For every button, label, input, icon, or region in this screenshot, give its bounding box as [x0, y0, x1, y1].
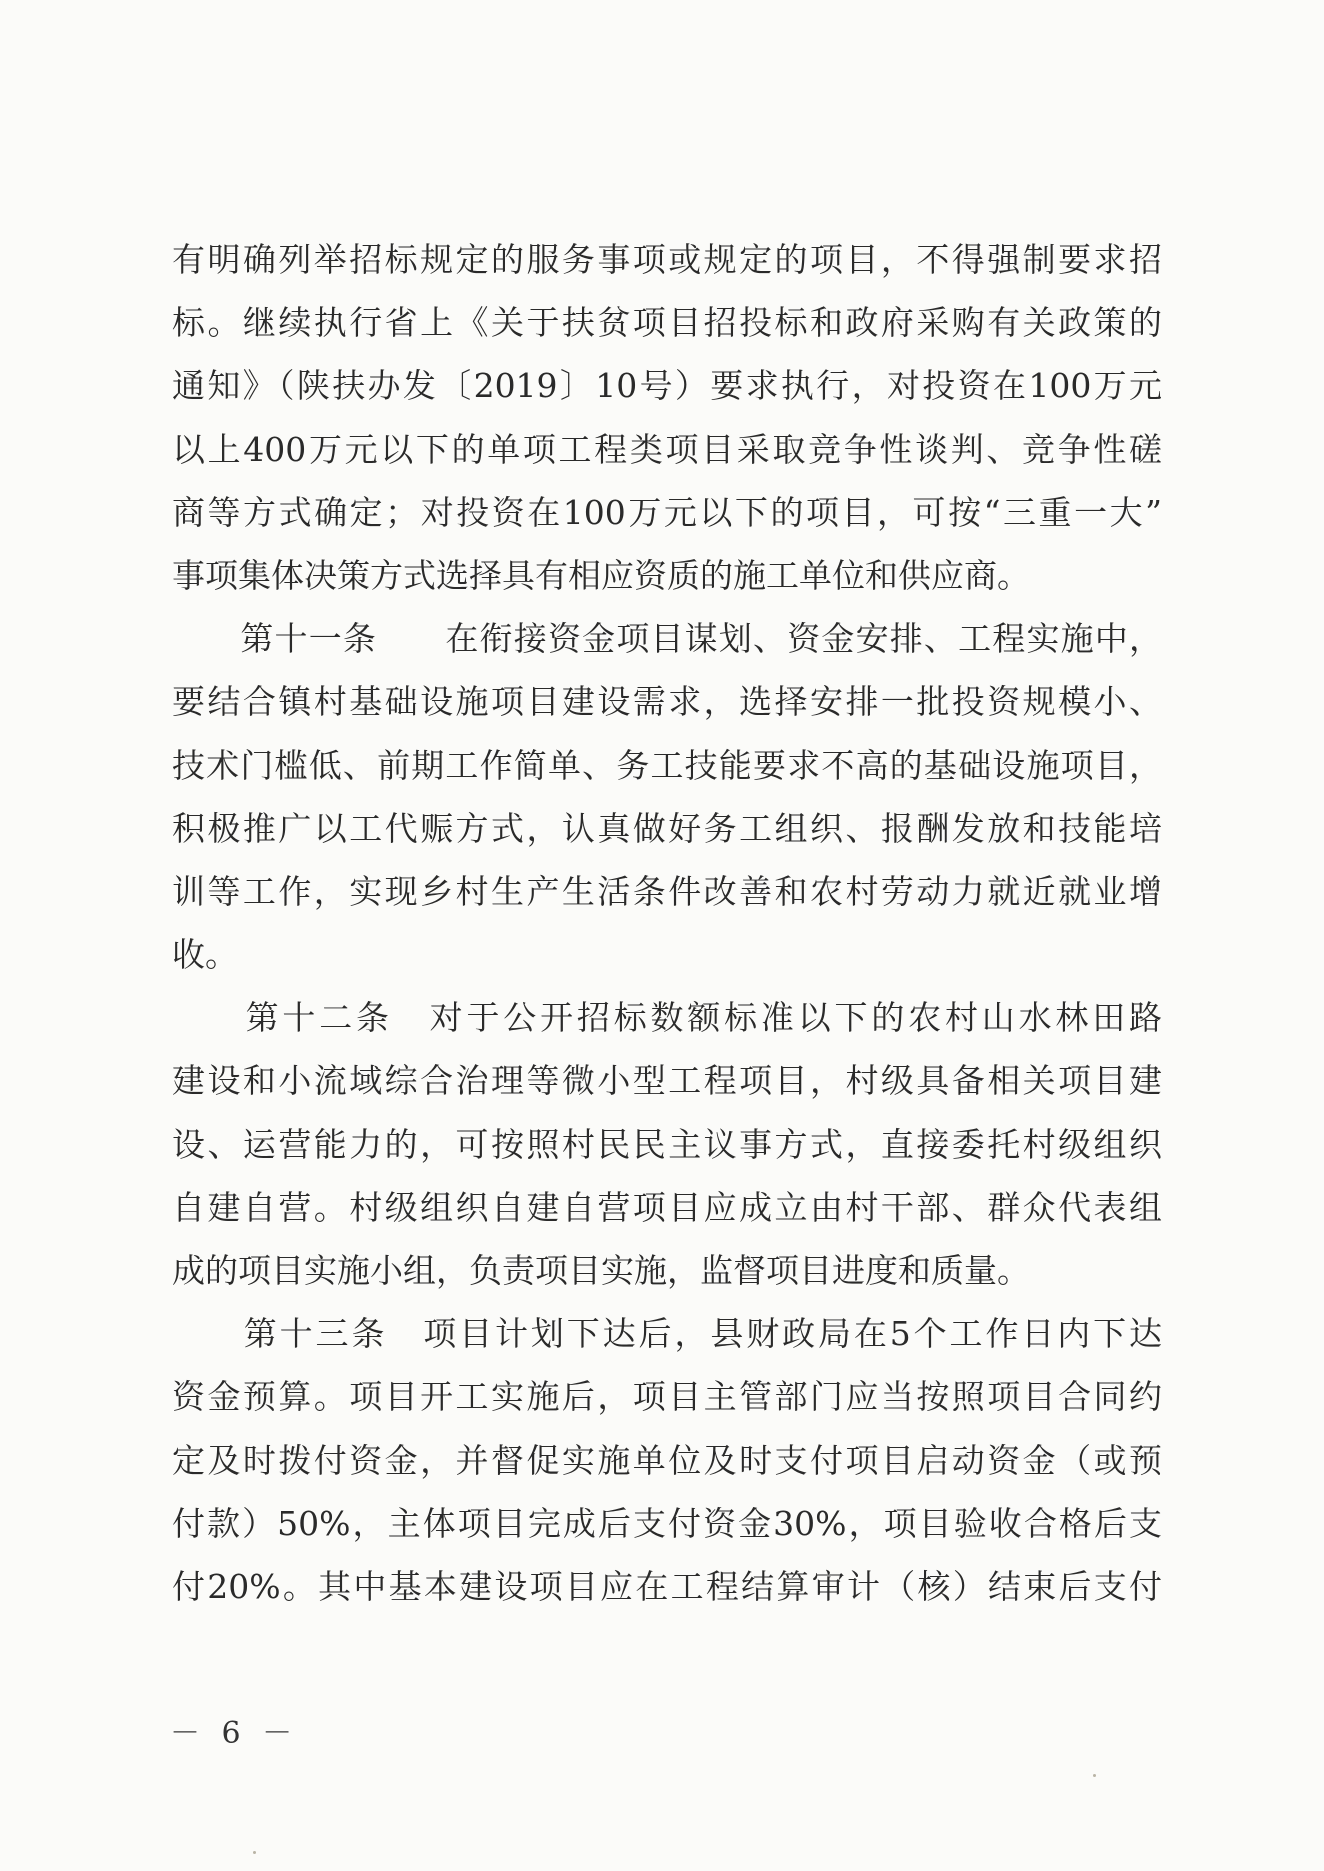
text-line: 自建自营。村级组织自建自营项目应成立由村干部、群众代表组: [172, 1187, 1162, 1227]
text-line: 以上400万元以下的单项工程类项目采取竞争性谈判、竞争性磋: [172, 429, 1162, 469]
text-line: 设、运营能力的，可按照村民民主议事方式，直接委托村级组织: [172, 1124, 1162, 1164]
text-line: 第十二条 对于公开招标数额标准以下的农村山水林田路: [172, 998, 1162, 1038]
scan-speck: [1093, 1774, 1096, 1777]
text-line: 资金预算。项目开工实施后，项目主管部门应当按照项目合同约: [172, 1377, 1162, 1417]
text-line: 付20%。其中基本建设项目应在工程结算审计（核）结束后支付: [172, 1566, 1162, 1606]
text-line: 有明确列举招标规定的服务事项或规定的项目，不得强制要求招: [172, 240, 1162, 279]
scan-speck: [253, 1851, 256, 1854]
text-line: 标。继续执行省上《关于扶贫项目招投标和政府采购有关政策的: [172, 303, 1162, 343]
text-line: 要结合镇村基础设施项目建设需求，选择安排一批投资规模小、: [172, 682, 1162, 722]
text-line: 通知》（陕扶办发〔2019〕10号）要求执行，对投资在100万元: [172, 366, 1162, 406]
text-line: 收。: [172, 935, 238, 975]
text-line: 第十三条 项目计划下达后，县财政局在5个工作日内下达: [172, 1314, 1162, 1354]
text-line: 建设和小流域综合治理等微小型工程项目，村级具备相关项目建: [172, 1061, 1162, 1101]
text-line: 付款）50%，主体项目完成后支付资金30%，项目验收合格后支: [172, 1503, 1162, 1543]
body-text: [172, 228, 1162, 1618]
page-number: － 6 －: [170, 1716, 299, 1751]
text-line: 积极推广以工代赈方式，认真做好务工组织、报酬发放和技能培: [172, 808, 1162, 848]
text-line: 训等工作，实现乡村生产生活条件改善和农村劳动力就近就业增: [172, 871, 1162, 911]
text-line: 技术门槛低、前期工作简单、务工技能要求不高的基础设施项目，: [172, 745, 1162, 785]
text-line: 商等方式确定；对投资在100万元以下的项目，可按“三重一大”: [172, 492, 1162, 532]
text-line: 第十一条 在衔接资金项目谋划、资金安排、工程实施中，: [172, 619, 1162, 659]
text-line: 定及时拨付资金，并督促实施单位及时支付项目启动资金（或预: [172, 1440, 1162, 1480]
text-line: 事项集体决策方式选择具有相应资质的施工单位和供应商。: [172, 555, 1030, 595]
text-line: 成的项目实施小组，负责项目实施，监督项目进度和质量。: [172, 1251, 1030, 1290]
